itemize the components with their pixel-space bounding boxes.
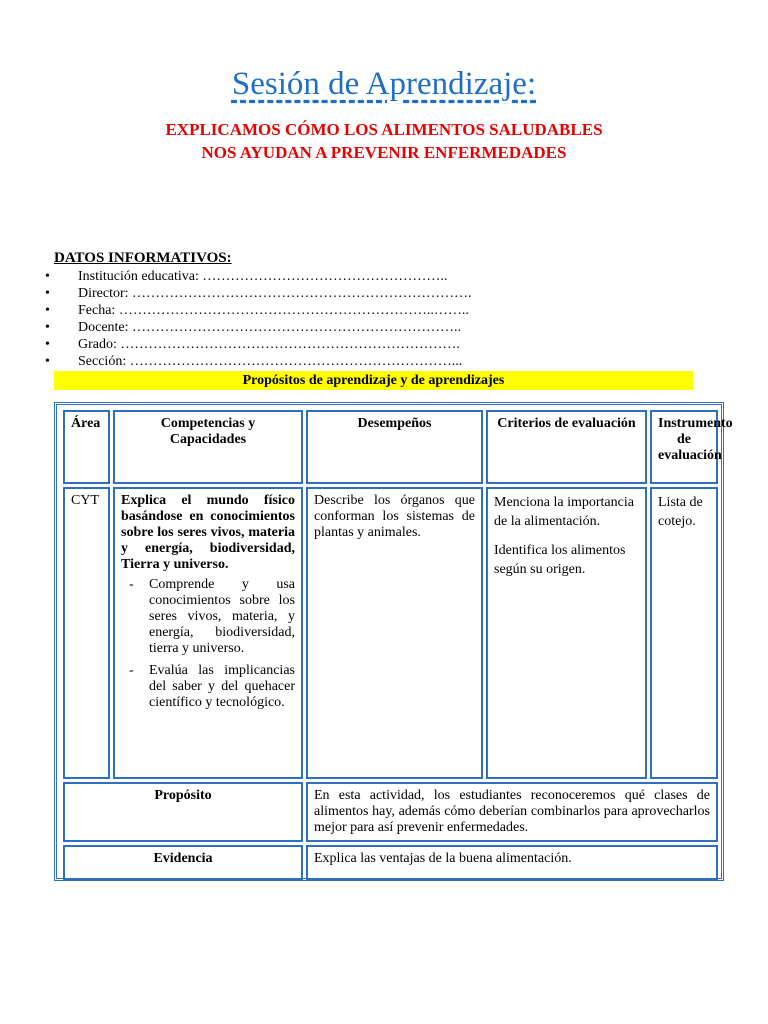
cell-desempeno: [306, 487, 483, 779]
datos-item-seccion: • Sección: ……………………………………………………………...: [33, 353, 472, 370]
header-competencias: Competencias y Capacidades: [113, 410, 303, 484]
datos-heading: DATOS INFORMATIVOS:: [54, 250, 232, 266]
purposes-banner: Propósitos de aprendizaje y de aprendizajes: [54, 371, 693, 390]
evidencia-row: [63, 845, 718, 881]
competencia-text: Explica el mundo físico basándose en conocimientos sobre los seres vivos, materia y energía, biodiversidad, Tierra y universo.: [121, 493, 295, 572]
cell-competencias: [113, 487, 303, 779]
capacidad-item: - Evalúa las implicancias del saber y del quehacer científico y tecnológico.: [149, 663, 295, 711]
header-instrumento: Instrumento de evaluación: [650, 410, 718, 484]
criterio-item: Menciona la importancia de la alimentación.: [494, 495, 634, 529]
criterio-item: Identifica los alimentos según su origen.: [494, 543, 626, 577]
header-area: Área: [63, 410, 110, 484]
evidencia-label: Evidencia: [63, 845, 303, 881]
header-criterios: Criterios de evaluación: [486, 410, 647, 484]
cell-criterios: [486, 487, 647, 779]
table-row: [63, 487, 718, 779]
learning-table: [60, 407, 733, 884]
datos-item-fecha: • Fecha: …………………………………………………………..……..: [33, 302, 472, 319]
desempeno-text: Describe los órganos que conforman los sistemas de plantas y animales.: [314, 493, 475, 540]
subtitle-line-2: NOS AYUDAN A PREVENIR ENFERMEDADES: [201, 143, 567, 162]
datos-item-docente: • Docente: ……………………………………………………………..: [33, 319, 472, 336]
cell-area: CYT: [63, 487, 110, 779]
cell-instrumento: Lista de cotejo.: [650, 487, 718, 779]
datos-list: [33, 268, 472, 370]
proposito-text: En esta actividad, los estudiantes reconoceremos qué clases de alimentos hay, además cómo deberían combinarlos para aprovecharlos mejor para así prevenir enfermedades.: [306, 782, 718, 842]
table-header-row: [63, 410, 718, 484]
proposito-row: [63, 782, 718, 842]
capacidades-list: [121, 577, 295, 711]
datos-item-institucion: • Institución educativa: ……………………………………………..: [33, 268, 472, 285]
datos-item-director: • Director: ……………………………………………………………….: [33, 285, 472, 302]
datos-item-grado: • Grado: ……………………………………………………………….: [33, 336, 472, 353]
capacidad-item: - Comprende y usa conocimientos sobre los seres vivos, materia, y energía, biodiversidad, tierra y universo.: [149, 577, 295, 657]
session-subtitle: [0, 118, 768, 164]
page-title: Sesión de Aprendizaje:: [231, 66, 537, 102]
proposito-label: Propósito: [63, 782, 303, 842]
evidencia-text: Explica las ventajas de la buena alimentación.: [306, 845, 718, 881]
subtitle-line-1: EXPLICAMOS CÓMO LOS ALIMENTOS SALUDABLES: [165, 120, 603, 139]
header-desempenos: Desempeños: [306, 410, 483, 484]
